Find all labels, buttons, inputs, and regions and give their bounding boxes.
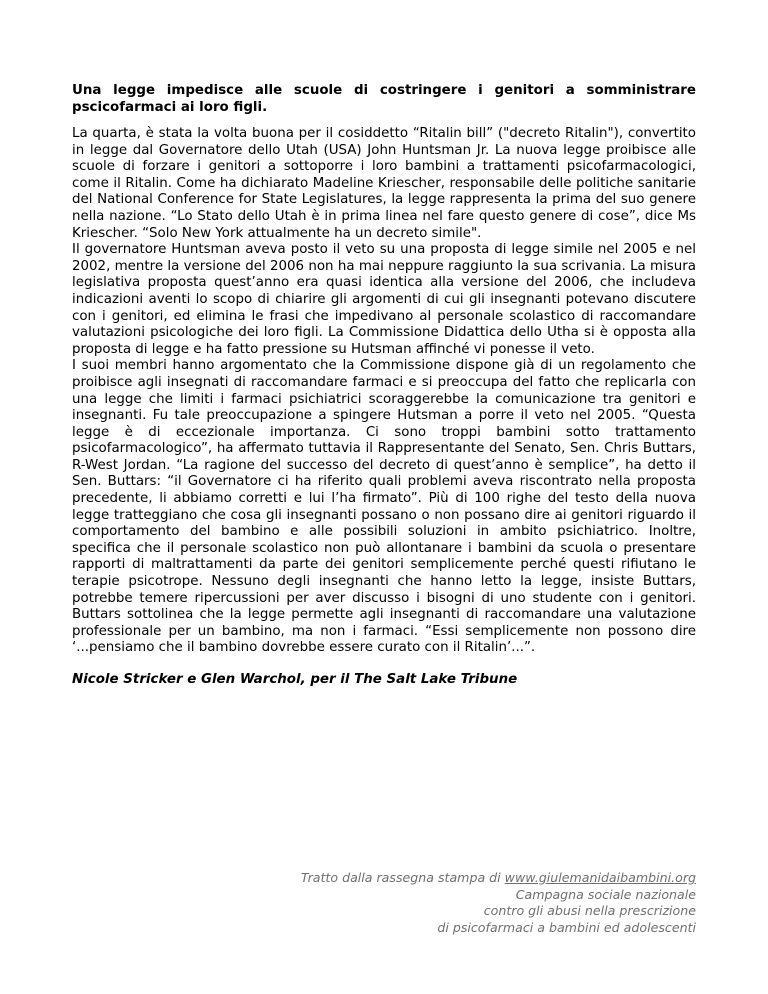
article-byline: Nicole Stricker e Glen Warchol, per il The Salt Lake Tribune [72,672,518,687]
article-paragraph: Il governatore Huntsman aveva posto il veto su una proposta di legge simile nel 2005 e nel 2002, mentre la versione del 2006 non ha mai neppure raggiunto la sua scrivania. La misura legislativa proposta quest’anno era quasi identica alla versione del 2006, che includeva indicazioni aventi lo scopo di chiarire gli argomenti di cui gli insegnanti potevano discutere con i genitori, ed elimina le frasi che impedivano al personale scolastico di raccomandare valutazioni psicologiche dei loro figli. La Commissione Didattica dello Utha si è opposta alla proposta di legge e ha fatto pressione su Hutsman affinché vi ponesse il veto. [72,242,696,357]
source-footer [301,870,696,936]
campaign-line: contro gli abusi nella prescrizione [483,903,696,919]
article-paragraph: I suoi membri hanno argomentato che la Commissione dispone già di un regolamento che proibisce agli insegnati di raccomandare farmaci e si preoccupa del fatto che replicarla con una legge che limiti i farmaci psichiatrici scoraggerebbe la comunicazione tra genitori e insegnanti. Fu tale preoccupazione a spingere Hutsman a porre il veto nel 2005. “Questa legge è di eccezionale importanza. Ci sono troppi bambini sotto trattamento psicofarmacologico”, ha affermato tuttavia il Rappresentante del Senato, Sen. Chris Buttars, R-West Jordan. “La ragione del successo del decreto di quest’anno è semplice”, ha detto il Sen. Buttars: “il Governatore ci ha riferito quali problemi aveva riscontrato nella proposta precedente, li abbiamo corretti e lui l’ha firmato”. Più di 100 righe del testo della nuova legge tratteggiano che cosa gli insegnanti possano o non possano dire ai genitori riguardo il comportamento del bambino e alle possibili soluzioni in ambito psichiatrico. Inoltre, specifica che il personale scolastico non può allontanare i bambini da scuola o presentare rapporti di maltrattamenti da parte dei genitori semplicemente perché questi rifiutano le terapie psicotrope. Nessuno degli insegnanti che hanno letto la legge, insiste Buttars, potrebbe temere ripercussioni per aver discusso i bisogni di uno studente con i genitori. Buttars sottolinea che la legge permette agli insegnanti di raccomandare una valutazione professionale per un bambino, ma non i farmaci. “Essi semplicemente non possono dire ‘...pensiamo che il bambino dovrebbe essere curato con il Ritalin’...”. [72,358,696,656]
campaign-line: Campagna sociale nazionale [515,886,696,902]
article [72,82,696,688]
article-paragraph: La quarta, è stata la volta buona per il cosiddetto “Ritalin bill” ("decreto Ritalin"), convertito in legge dal Governatore dello Utah (USA) John Huntsman Jr. La nuova legge proibisce alle scuole di forzare i genitori a sottoporre i loro bambini a trattamenti psicofarmacologici, come il Ritalin. Come ha dichiarato Madeline Kriescher, responsabile delle politiche sanitarie del National Conference for State Legislatures, la legge rappresenta la prima del suo genere nella nazione. “Lo Stato dello Utah è in prima linea nel fare questo genere di cose”, dice Ms Kriescher. “Solo New York attualmente ha un decreto simile". [72,126,696,241]
source-line [301,870,696,887]
source-link[interactable]: www.giulemanidaibambini.org [504,870,696,885]
source-prefix: Tratto dalla rassegna stampa di [300,870,505,885]
campaign-line: di psicofarmaci a bambini ed adolescenti [437,919,696,935]
article-title: Una legge impedisce alle scuole di costringere i genitori a somministrare pscicofarmaci ai loro figli. [72,83,696,115]
